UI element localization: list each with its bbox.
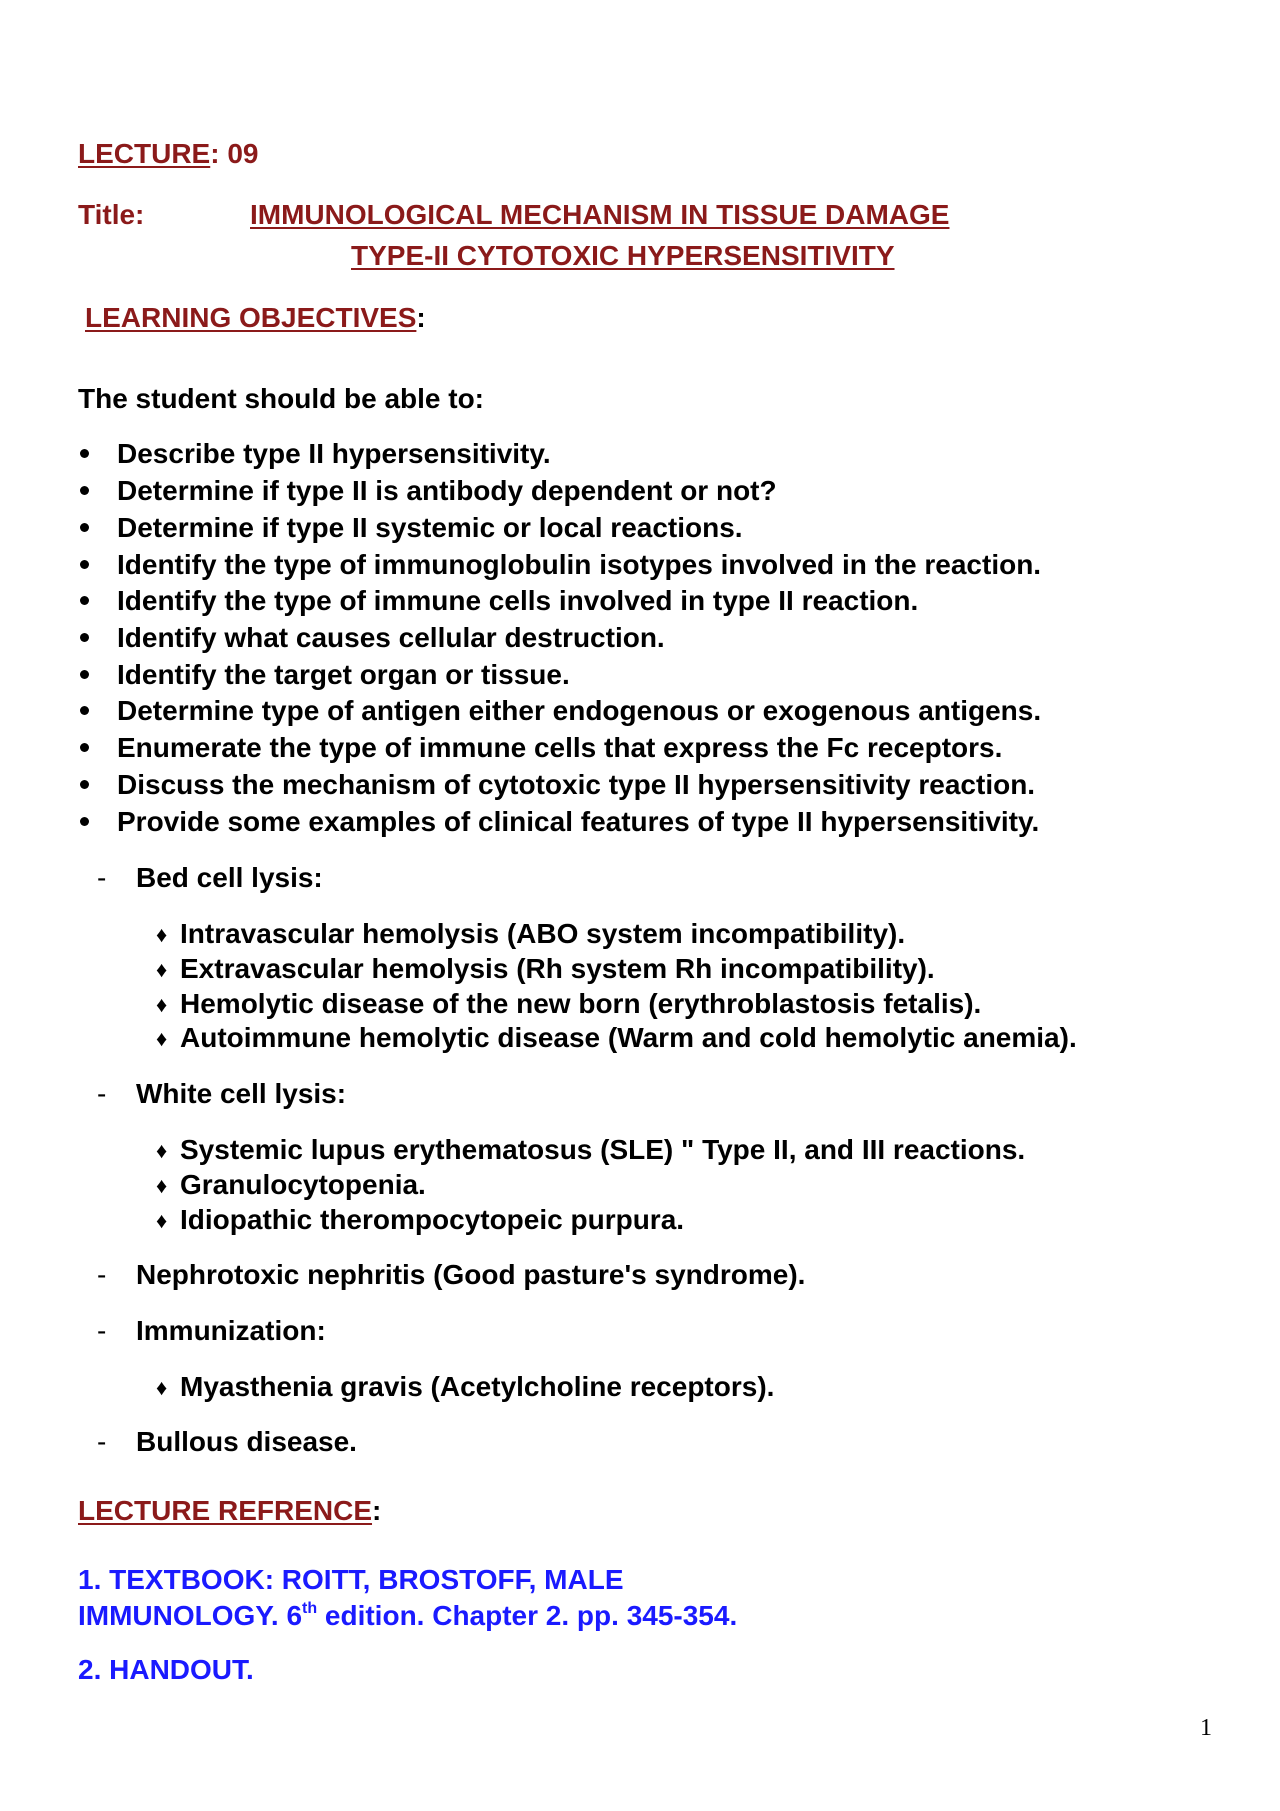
- bullet-icon: [80, 633, 89, 642]
- reference-1-line-1: 1. TEXTBOOK: ROITT, BROSTOFF, MALE: [78, 1564, 624, 1595]
- diamond-bullet-icon: ♦: [156, 922, 168, 947]
- bullet-icon: [80, 449, 89, 458]
- example-item: Hemolytic disease of the new born (erythroblastosis fetalis).: [180, 988, 982, 1019]
- bullet-icon: [80, 486, 89, 495]
- diamond-bullet-icon: ♦: [156, 957, 168, 982]
- objective-text: Determine type of antigen either endogenous or exogenous antigens.: [117, 695, 1042, 726]
- diamond-bullet-icon: ♦: [156, 1138, 168, 1163]
- bullet-icon: [80, 817, 89, 826]
- bullet-icon: [80, 743, 89, 752]
- objective-text: Discuss the mechanism of cytotoxic type II hypersensitivity reaction.: [117, 769, 1036, 800]
- diamond-bullet-icon: ♦: [156, 1208, 168, 1233]
- objective-text: Identify the target organ or tissue.: [117, 659, 570, 690]
- objectives-intro: The student should be able to:: [78, 383, 484, 414]
- dash-marker: -: [97, 862, 107, 893]
- title-label: Title:: [78, 199, 145, 230]
- objective-text: Provide some examples of clinical features of type II hypersensitivity.: [117, 806, 1040, 837]
- bullet-icon: [80, 523, 89, 532]
- example-heading: White cell lysis:: [136, 1078, 347, 1109]
- diamond-bullet-icon: ♦: [156, 1173, 168, 1198]
- bullet-icon: [80, 706, 89, 715]
- reference-1-superscript: th: [302, 1600, 318, 1617]
- example-heading: Nephrotoxic nephritis (Good pasture's syndrome).: [136, 1259, 806, 1290]
- reference-1-part-a: IMMUNOLOGY. 6: [78, 1600, 303, 1631]
- dash-marker: -: [97, 1315, 107, 1346]
- lecture-suffix: : 09: [210, 138, 259, 169]
- example-item: Autoimmune hemolytic disease (Warm and cold hemolytic anemia).: [180, 1022, 1077, 1053]
- diamond-bullet-icon: ♦: [156, 1026, 168, 1051]
- dash-marker: -: [97, 1078, 107, 1109]
- reference-heading-label: LECTURE REFRENCE: [78, 1495, 373, 1526]
- objective-text: Enumerate the type of immune cells that express the Fc receptors.: [117, 732, 1003, 763]
- reference-heading-suffix: :: [372, 1495, 382, 1526]
- bullet-icon: [80, 560, 89, 569]
- reference-1-line-2: [78, 1602, 737, 1630]
- page-number: 1: [1200, 1715, 1212, 1741]
- dash-marker: -: [97, 1259, 107, 1290]
- lecture-label: LECTURE: [78, 138, 211, 169]
- reference-1-part-b: edition. Chapter 2. pp. 345-354.: [317, 1600, 738, 1631]
- example-item: Granulocytopenia.: [180, 1169, 426, 1200]
- dash-marker: -: [97, 1426, 107, 1457]
- title-line-2: TYPE-II CYTOTOXIC HYPERSENSITIVITY: [351, 240, 895, 271]
- diamond-bullet-icon: ♦: [156, 1375, 168, 1400]
- bullet-icon: [80, 596, 89, 605]
- objective-text: Determine if type II systemic or local reactions.: [117, 512, 743, 543]
- example-item: Myasthenia gravis (Acetylcholine receptors).: [180, 1371, 775, 1402]
- objective-text: Identify the type of immune cells involved in type II reaction.: [117, 585, 919, 616]
- objective-text: Identify the type of immunoglobulin isotypes involved in the reaction.: [117, 549, 1042, 580]
- objective-text: Identify what causes cellular destruction.: [117, 622, 665, 653]
- objectives-heading-label: LEARNING OBJECTIVES: [85, 302, 417, 333]
- title-line-1: IMMUNOLOGICAL MECHANISM IN TISSUE DAMAGE: [250, 199, 950, 230]
- example-heading: Bullous disease.: [136, 1426, 357, 1457]
- objectives-heading: [85, 304, 426, 332]
- reference-heading: [78, 1497, 381, 1525]
- example-item: Intravascular hemolysis (ABO system incompatibility).: [180, 918, 906, 949]
- example-item: Systemic lupus erythematosus (SLE) " Type II, and III reactions.: [180, 1134, 1026, 1165]
- example-item: Extravascular hemolysis (Rh system Rh incompatibility).: [180, 953, 935, 984]
- bullet-icon: [80, 780, 89, 789]
- example-heading: Immunization:: [136, 1315, 326, 1346]
- diamond-bullet-icon: ♦: [156, 992, 168, 1017]
- bullet-icon: [80, 670, 89, 679]
- objectives-heading-suffix: :: [416, 302, 426, 333]
- example-heading: Bed cell lysis:: [136, 862, 323, 893]
- reference-2: 2. HANDOUT.: [78, 1654, 254, 1685]
- lecture-number: [78, 140, 258, 168]
- objective-text: Describe type II hypersensitivity.: [117, 438, 551, 469]
- objective-text: Determine if type II is antibody dependent or not?: [117, 475, 777, 506]
- example-item: Idiopathic therompocytopeic purpura.: [180, 1204, 685, 1235]
